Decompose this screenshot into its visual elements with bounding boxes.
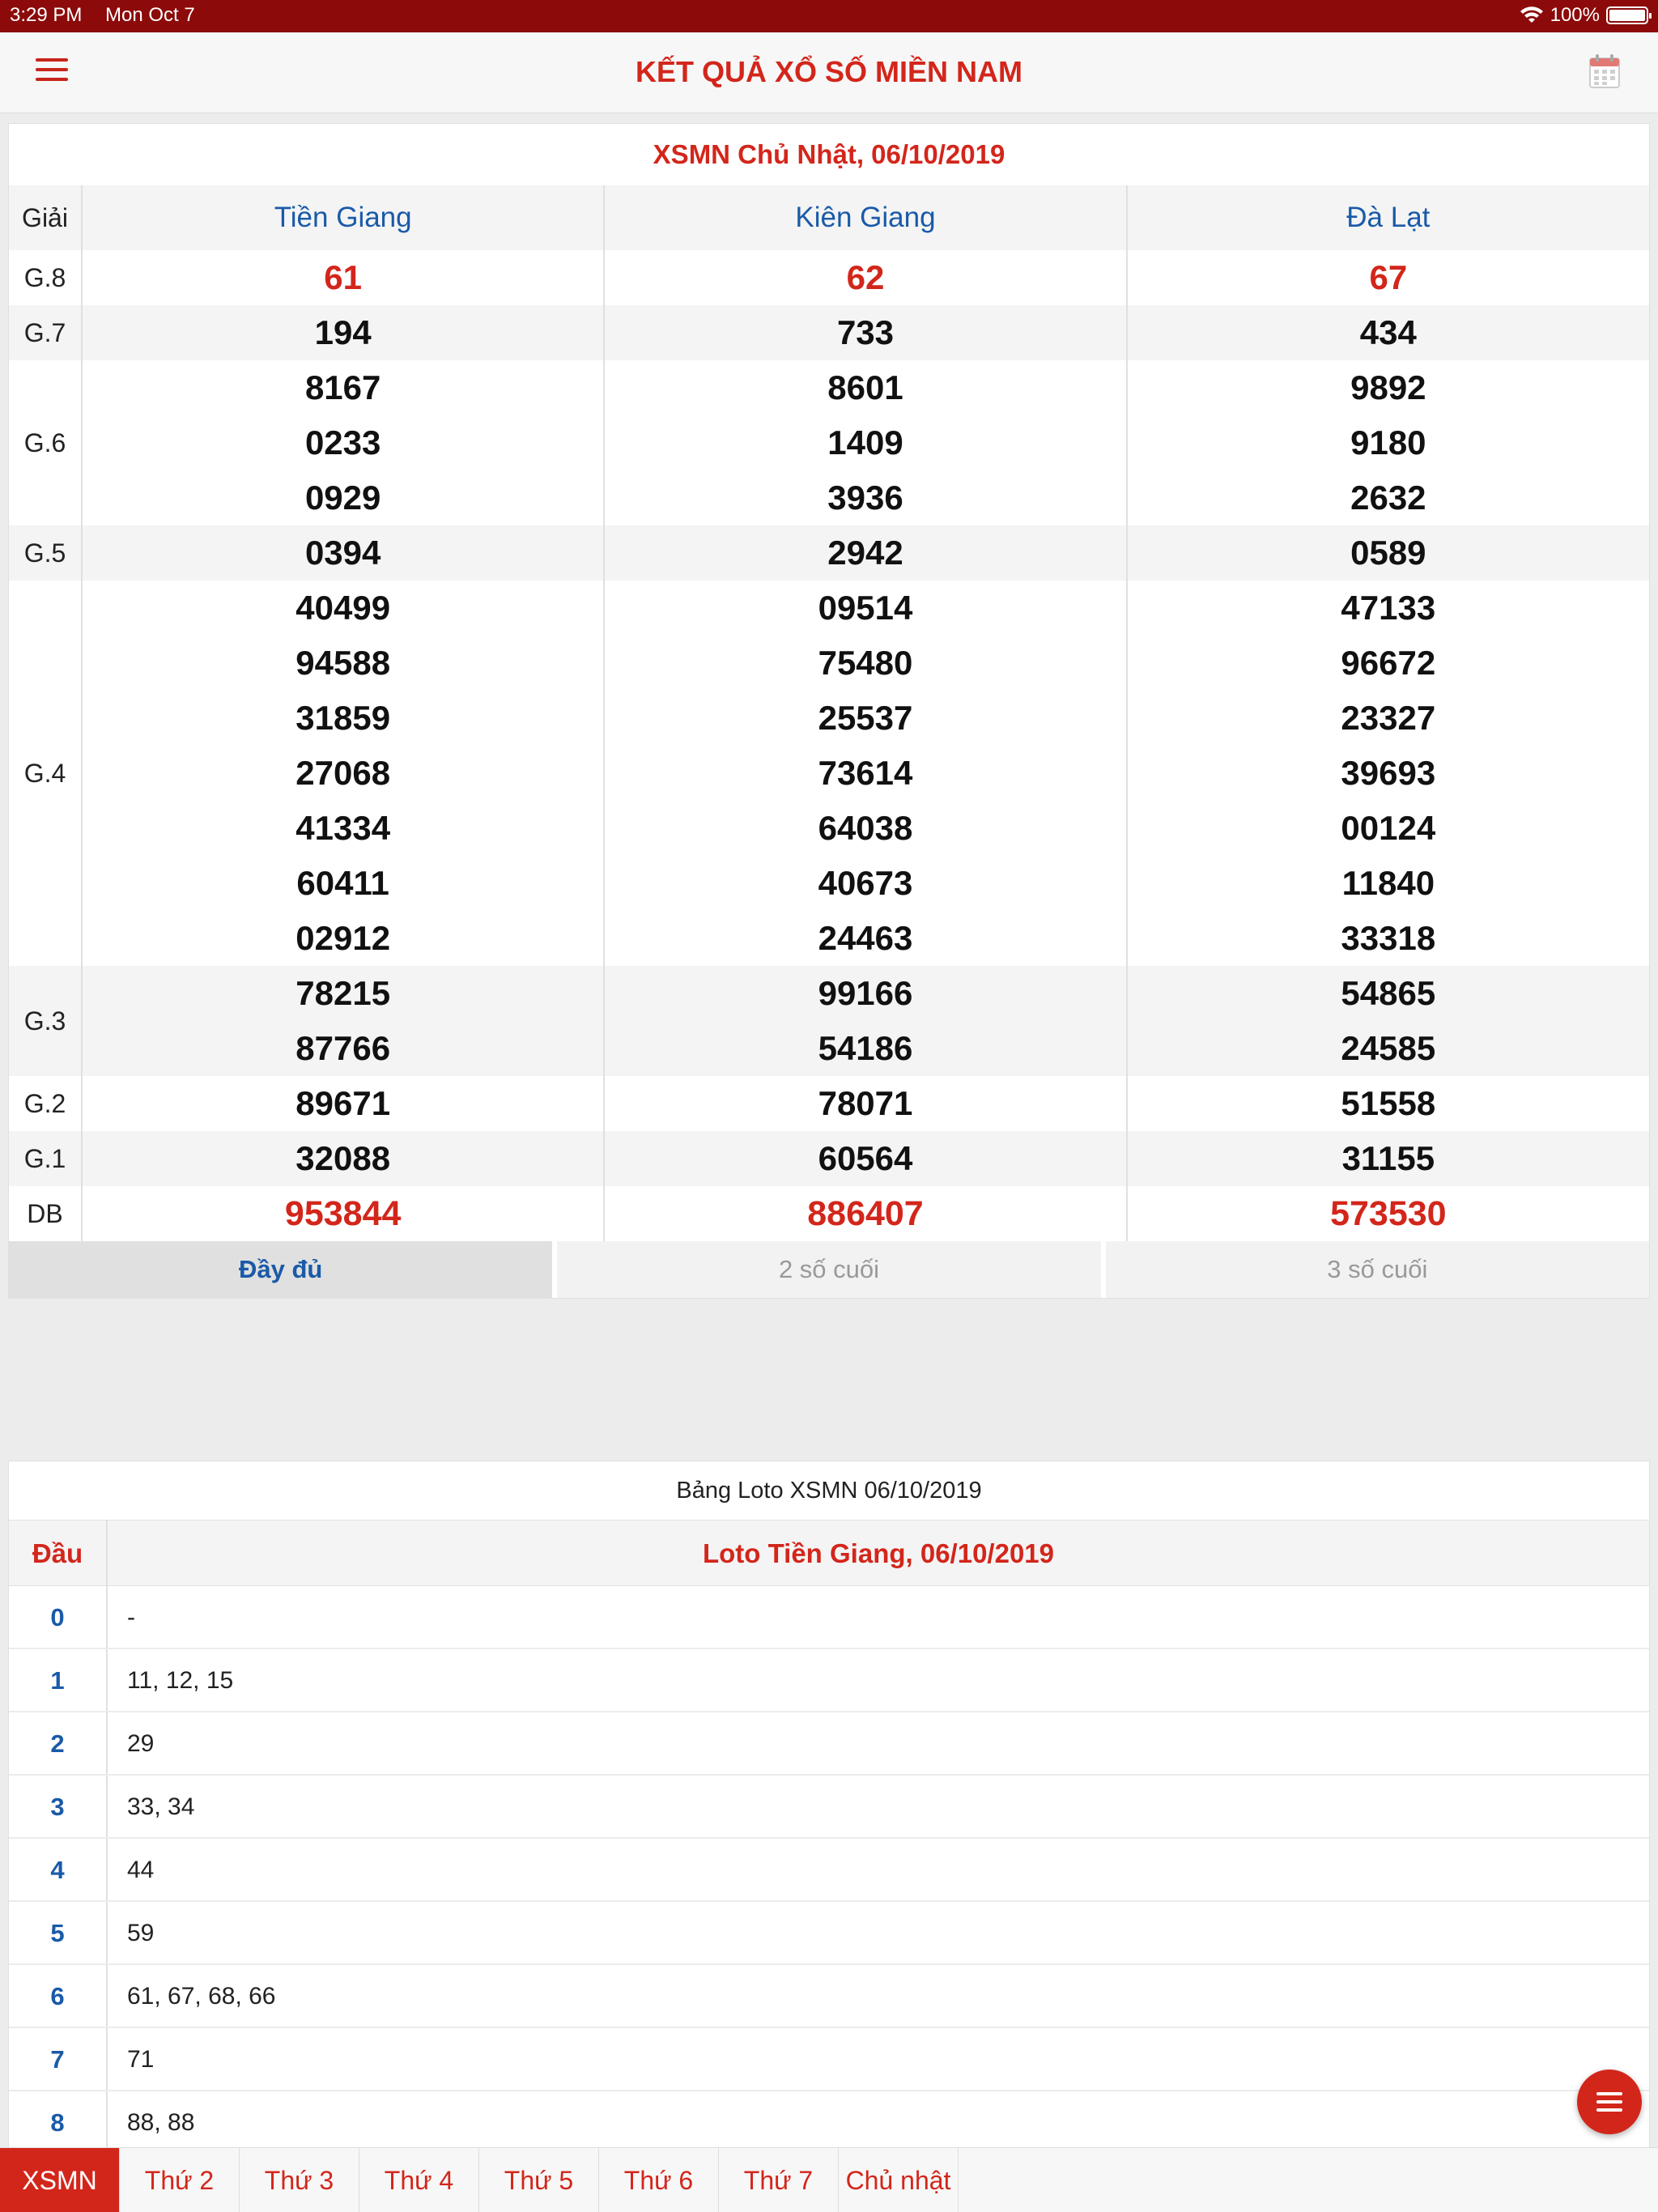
tab-last-2[interactable]: 2 số cuối (557, 1241, 1100, 1298)
prize-number: 89671 (295, 1084, 391, 1122)
tab-last-3[interactable]: 3 số cuối (1106, 1241, 1649, 1298)
prize-number: 434 (1359, 313, 1417, 351)
loto-head-title: Loto Tiền Giang, 06/10/2019 (702, 1538, 1055, 1568)
prize-number: 194 (314, 313, 372, 351)
prize-number: 1409 (827, 423, 903, 462)
loto-dau: 7 (9, 2028, 108, 2090)
tab-thu-5[interactable]: Thứ 5 (479, 2148, 599, 2212)
prize-row (9, 360, 1649, 525)
prize-label: G.1 (9, 1131, 82, 1186)
loto-title: Bảng Loto XSMN 06/10/2019 (676, 1478, 982, 1504)
loto-row (9, 1776, 1649, 1839)
tab-chu-nhat[interactable]: Chủ nhật (839, 2148, 959, 2212)
prize-row (9, 525, 1649, 581)
prize-number: 27068 (295, 754, 391, 792)
loto-values: 59 (127, 1920, 155, 1946)
page-title: KẾT QUẢ XỔ SỐ MIỀN NAM (635, 55, 1023, 88)
loto-head-label: Đầu (9, 1521, 108, 1585)
prize-cell (604, 1131, 1126, 1186)
loto-values: - (127, 1604, 135, 1631)
results-card (8, 123, 1650, 1299)
prize-number: 40673 (818, 864, 913, 902)
prize-number: 11840 (1341, 864, 1435, 902)
loto-values: 61, 67, 68, 66 (127, 1983, 276, 2010)
prize-cell (604, 966, 1126, 1076)
results-table (9, 185, 1649, 1241)
prize-label: G.3 (9, 966, 82, 1076)
loto-dau: 1 (9, 1649, 108, 1711)
prize-number: 24585 (1341, 1029, 1436, 1067)
province-tien-giang[interactable]: Tiền Giang (82, 185, 604, 250)
bottom-tab-bar (0, 2147, 1658, 2212)
prize-number: 33318 (1341, 919, 1436, 957)
prize-number: 573530 (1330, 1194, 1447, 1233)
prize-number: 54865 (1341, 974, 1436, 1012)
prize-cell (1127, 581, 1649, 966)
loto-values: 44 (127, 1857, 155, 1883)
status-right (1520, 4, 1648, 27)
loto-row (9, 1902, 1649, 1965)
prize-number: 64038 (818, 809, 913, 847)
prize-cell (604, 581, 1126, 966)
status-bar (0, 0, 1658, 32)
prize-cell (1127, 1131, 1649, 1186)
loto-values: 11, 12, 15 (127, 1667, 234, 1694)
prize-number: 9892 (1350, 368, 1426, 406)
prize-number: 733 (836, 313, 895, 351)
loto-values: 33, 34 (127, 1793, 195, 1820)
prize-label: G.8 (23, 262, 66, 292)
prize-number: 0589 (1350, 534, 1426, 572)
results-heading: XSMN Chủ Nhật, 06/10/2019 (653, 139, 1005, 169)
prize-label: G.2 (23, 1088, 66, 1118)
loto-dau: 6 (9, 1965, 108, 2027)
wifi-icon (1520, 6, 1544, 24)
prize-cell (82, 250, 604, 305)
prize-number: 78071 (818, 1084, 913, 1122)
prize-number: 62 (846, 258, 885, 296)
prize-number: 96672 (1341, 644, 1436, 682)
loto-row (9, 1712, 1649, 1776)
prize-number: 87766 (295, 1029, 391, 1067)
tab-thu-2[interactable]: Thứ 2 (120, 2148, 240, 2212)
prize-number: 8167 (304, 368, 381, 406)
prize-number: 24463 (818, 919, 913, 957)
prize-row (9, 966, 1649, 1076)
prize-number: 00124 (1341, 809, 1436, 847)
loto-dau: 5 (9, 1902, 108, 1963)
prize-cell (604, 1186, 1126, 1241)
tab-full[interactable]: Đầy đủ (9, 1241, 552, 1298)
status-date: Mon Oct 7 (105, 4, 195, 26)
prize-number: 60564 (818, 1139, 913, 1177)
battery-percent: 100% (1550, 4, 1600, 26)
prize-cell (1127, 966, 1649, 1076)
prize-number: 73614 (818, 754, 913, 792)
tab-thu-3[interactable]: Thứ 3 (240, 2148, 359, 2212)
prize-number: 67 (1369, 258, 1408, 296)
prize-number: 94588 (295, 644, 391, 682)
prize-number: 0394 (304, 534, 381, 572)
loto-header (9, 1520, 1649, 1586)
prize-cell (82, 966, 604, 1076)
prize-row (9, 1186, 1649, 1241)
loto-dau: 2 (9, 1712, 108, 1774)
prize-number: 2632 (1350, 479, 1426, 517)
prize-row (9, 1076, 1649, 1131)
loto-card (8, 1461, 1650, 2149)
tab-thu-4[interactable]: Thứ 4 (359, 2148, 479, 2212)
prize-cell (82, 1186, 604, 1241)
prize-cell (604, 1076, 1126, 1131)
loto-row (9, 1839, 1649, 1902)
prize-row (9, 581, 1649, 966)
prize-label: G.6 (23, 428, 66, 457)
prize-row (9, 250, 1649, 305)
tab-thu-6[interactable]: Thứ 6 (599, 2148, 719, 2212)
prize-cell (604, 250, 1126, 305)
loto-row (9, 2028, 1649, 2091)
prize-number: 0233 (304, 423, 381, 462)
prize-cell (1127, 525, 1649, 581)
prize-cell (82, 360, 604, 525)
prize-cell (82, 305, 604, 360)
prize-cell (1127, 360, 1649, 525)
prize-number: 8601 (827, 368, 903, 406)
prize-number: 23327 (1341, 699, 1436, 737)
loto-dau: 4 (9, 1839, 108, 1900)
prize-cell (1127, 305, 1649, 360)
loto-values: 71 (127, 2046, 155, 2073)
prize-number: 41334 (295, 809, 391, 847)
loto-row (9, 1965, 1649, 2028)
prize-number: 886407 (807, 1194, 924, 1233)
prize-header: Giải (9, 185, 82, 250)
prize-cell (1127, 1186, 1649, 1241)
prize-cell (604, 525, 1126, 581)
tab-thu-7[interactable]: Thứ 7 (719, 2148, 839, 2212)
prize-number: 31859 (295, 699, 391, 737)
prize-number: 953844 (284, 1194, 402, 1233)
loto-dau: 8 (9, 2091, 108, 2149)
loto-dau: 0 (9, 1586, 108, 1648)
province-da-lat[interactable]: Đà Lạt (1127, 185, 1649, 250)
province-kien-giang[interactable]: Kiên Giang (604, 185, 1126, 250)
prize-label: DB (27, 1198, 63, 1228)
prize-number: 51558 (1341, 1084, 1436, 1122)
loto-dau: 3 (9, 1776, 108, 1837)
battery-icon (1606, 6, 1648, 24)
prize-cell (82, 525, 604, 581)
province-header-row (9, 185, 1649, 250)
prize-number: 0929 (304, 479, 381, 517)
prize-number: 02912 (295, 919, 391, 957)
prize-cell (82, 581, 604, 966)
prize-number: 61 (324, 258, 363, 296)
prize-number: 75480 (818, 644, 913, 682)
prize-number: 09514 (818, 589, 913, 627)
prize-number: 99166 (818, 974, 913, 1012)
prize-number: 78215 (295, 974, 391, 1012)
prize-number: 39693 (1341, 754, 1436, 792)
prize-number: 60411 (296, 864, 389, 902)
prize-number: 31155 (1341, 1139, 1435, 1177)
prize-number: 25537 (818, 699, 913, 737)
loto-row (9, 1649, 1649, 1712)
calendar-icon[interactable] (1588, 53, 1621, 89)
prize-cell (1127, 250, 1649, 305)
prize-cell (82, 1131, 604, 1186)
prize-row (9, 305, 1649, 360)
view-tabs (9, 1241, 1649, 1298)
loto-rows (9, 1586, 1649, 2149)
loto-values: 29 (127, 1730, 155, 1757)
loto-values: 88, 88 (127, 2109, 195, 2136)
tab-xsmn[interactable]: XSMN (0, 2148, 120, 2212)
prize-label: G.5 (9, 525, 82, 581)
prize-number: 47133 (1341, 589, 1436, 627)
prize-cell (604, 360, 1126, 525)
prize-label: G.7 (9, 305, 82, 360)
prize-number: 54186 (818, 1029, 913, 1067)
prize-number: 9180 (1350, 423, 1426, 462)
prize-row (9, 1131, 1649, 1186)
status-time: 3:29 PM (10, 4, 83, 26)
nav-bar (0, 32, 1658, 113)
prize-cell (82, 1076, 604, 1131)
loto-row (9, 2091, 1649, 2149)
prize-cell (1127, 1076, 1649, 1131)
floating-menu-button[interactable] (1577, 2069, 1642, 2134)
prize-number: 2942 (827, 534, 903, 572)
prize-cell (604, 305, 1126, 360)
prize-label: G.4 (23, 758, 66, 788)
prize-number: 3936 (827, 479, 903, 517)
loto-row (9, 1586, 1649, 1649)
prize-number: 32088 (295, 1139, 391, 1177)
prize-number: 40499 (295, 589, 391, 627)
